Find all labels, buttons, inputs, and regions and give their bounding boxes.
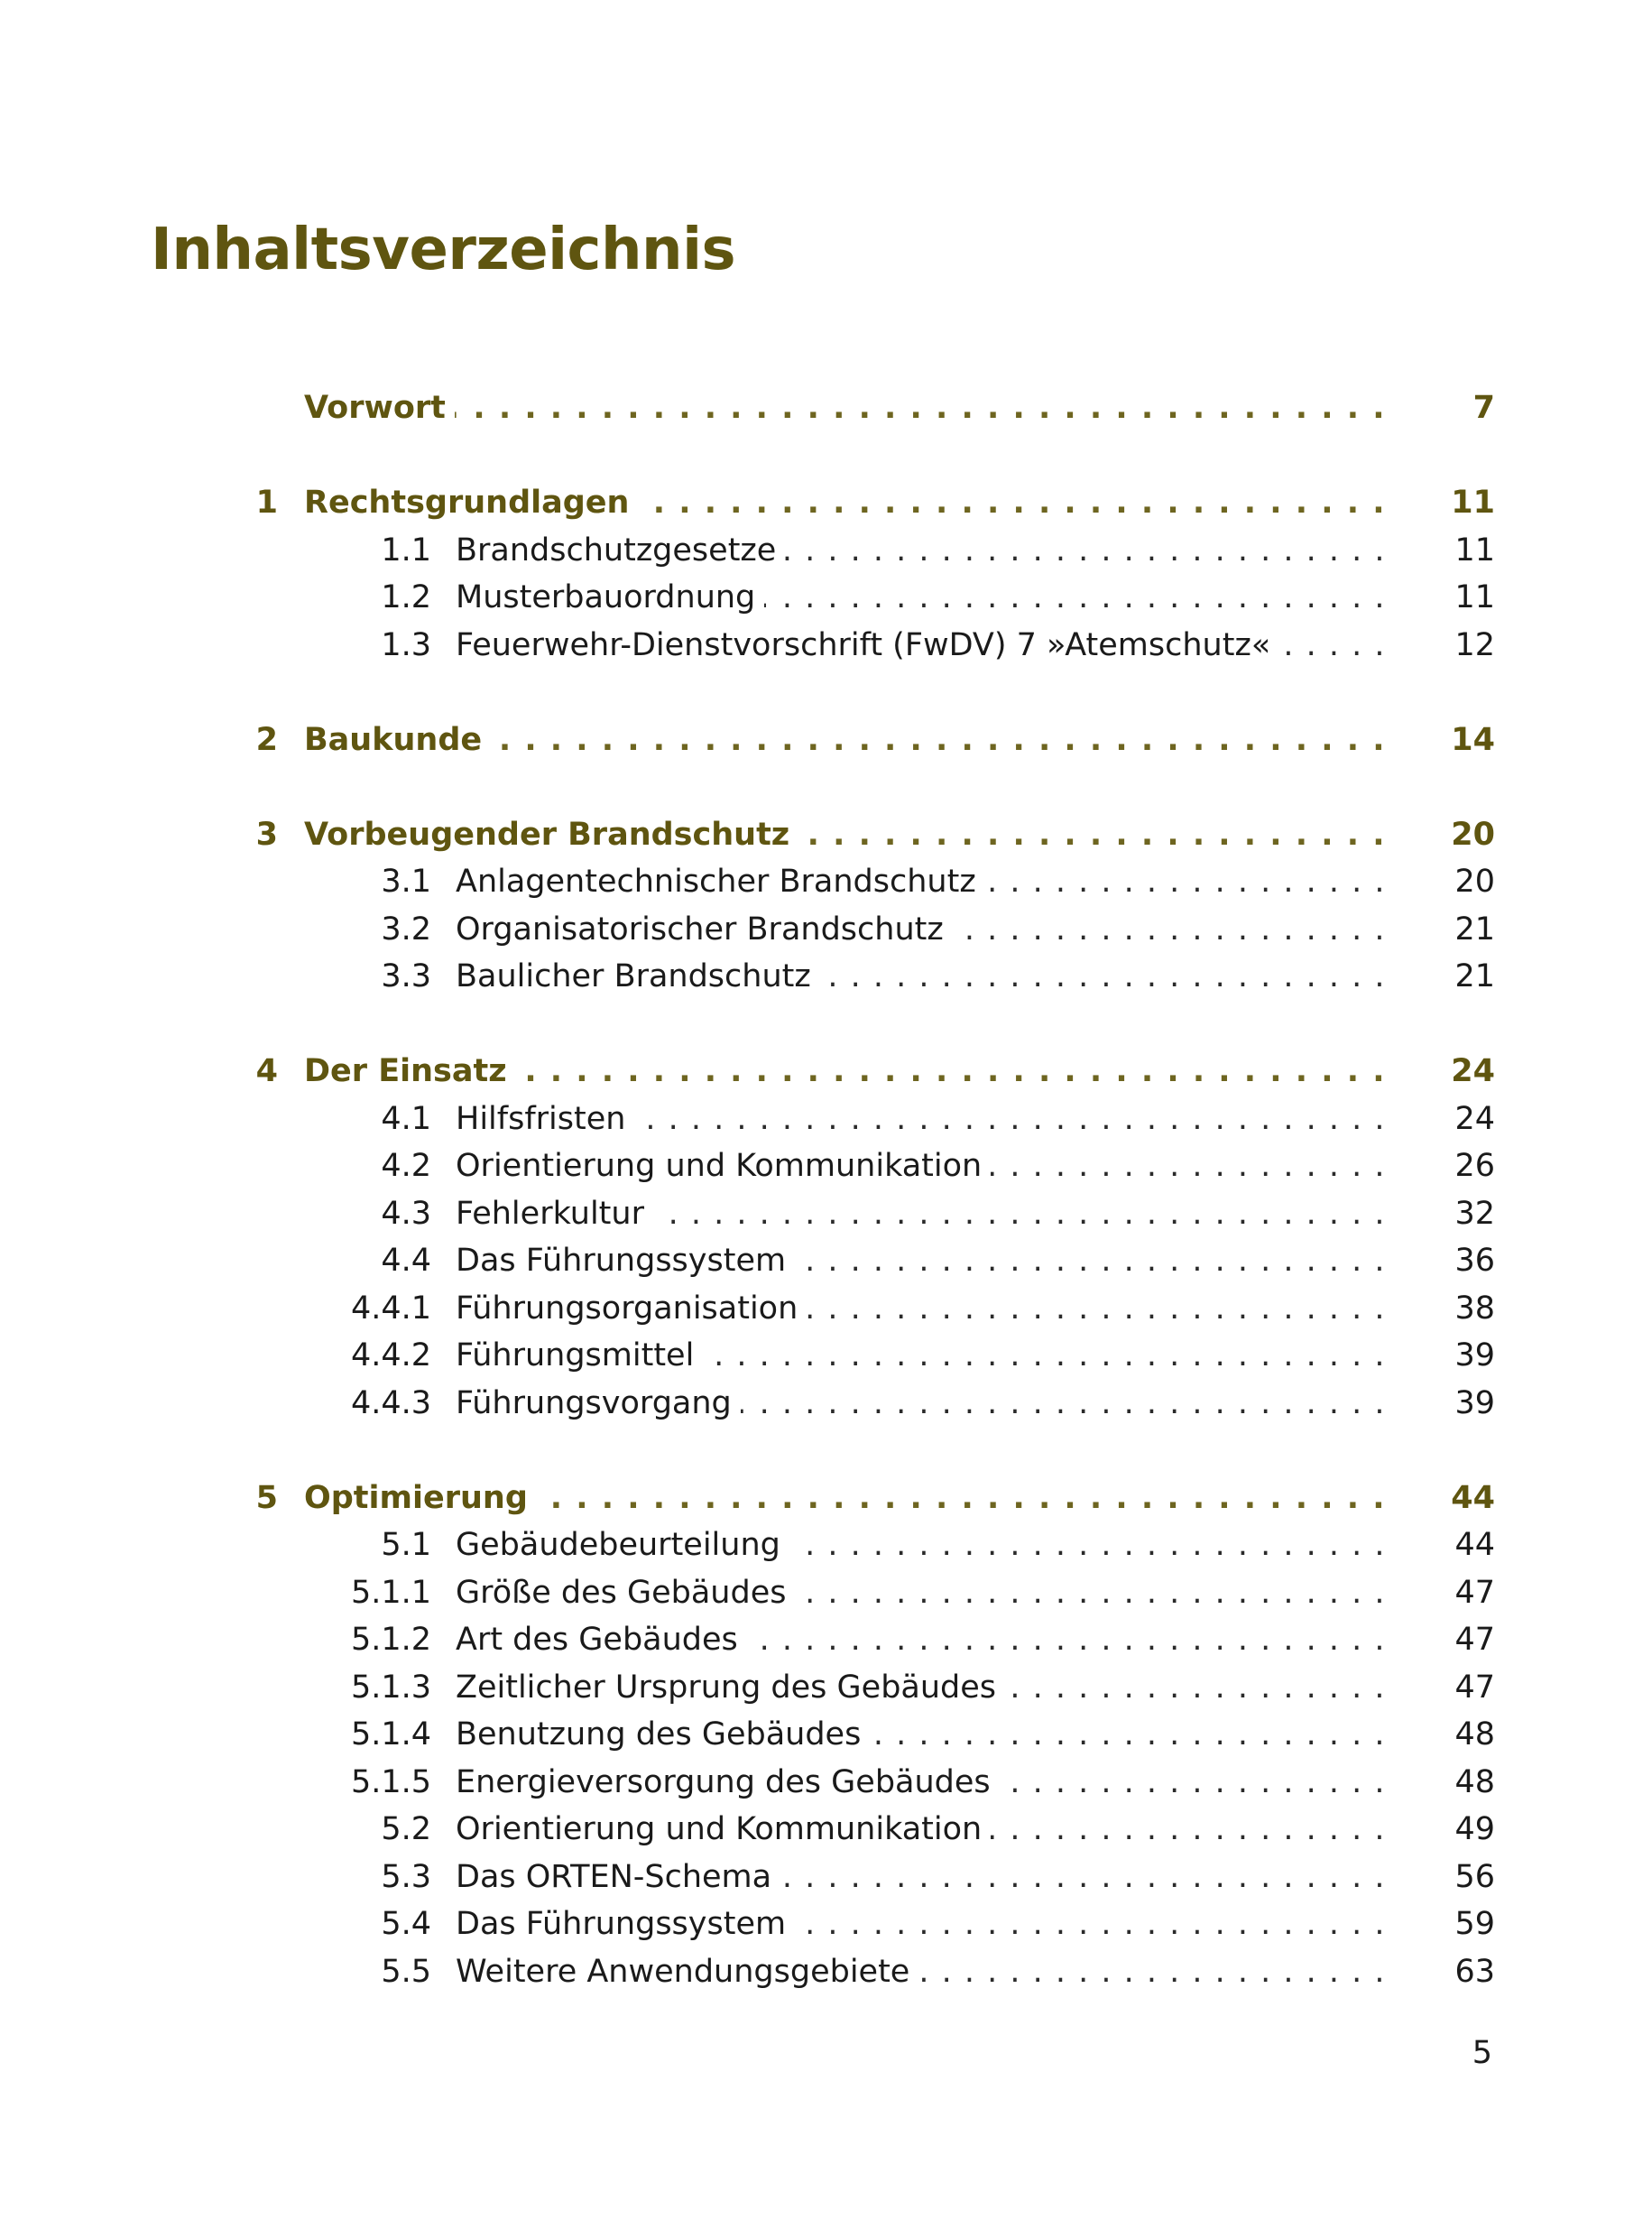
toc-section-entry[interactable] [0,1948,1652,1995]
toc-entry-number: 1.2 [381,579,431,615]
toc-entry-page: 26 [1454,1148,1495,1184]
toc-entry-page: 44 [1454,1527,1495,1563]
toc-entry-number: 5.2 [381,1811,431,1847]
toc-entry-page: 38 [1454,1290,1495,1327]
toc-entry-page: 48 [1454,1716,1495,1752]
toc-entry-number: 2 [255,721,278,758]
toc-entry-number: 4.4.3 [350,1384,431,1421]
toc-entry-label: Vorwort [304,390,446,426]
page-number: 5 [1472,2035,1492,2071]
dot-leader [795,1900,1386,1947]
toc-entry-page: 11 [1454,579,1495,615]
dot-leader [634,1096,1386,1142]
toc-entry-number: 4.1 [381,1100,431,1137]
toc-chapter-entry[interactable] [0,1048,1652,1095]
toc-entry-label: Orientierung und Kommunikation [456,1811,983,1847]
toc-entry-page: 56 [1454,1858,1495,1895]
toc-entry-page: 11 [1451,485,1495,521]
dot-leader [789,1521,1386,1568]
toc-entry-label: Gebäudebeurteilung [456,1527,780,1563]
toc-entry-label: Das Führungssystem [456,1243,787,1279]
dot-leader [703,1332,1386,1379]
dot-leader [653,1190,1386,1237]
toc-chapter-entry[interactable] [0,811,1652,858]
dot-leader [537,1475,1386,1521]
toc-entry-label: Rechtsgrundlagen [304,485,630,521]
toc-entry-page: 11 [1454,532,1495,569]
toc-entry-number: 4.4.1 [350,1290,431,1327]
toc-section-entry[interactable] [0,1332,1652,1379]
toc-section-entry[interactable] [0,906,1652,953]
toc-foreword-entry[interactable] [0,384,1652,431]
toc-section-entry[interactable] [0,1854,1652,1900]
toc-entry-label: Organisatorischer Brandschutz [456,911,944,948]
toc-entry-label: Fehlerkultur [456,1195,644,1232]
dot-leader [747,1616,1386,1663]
toc-entry-number: 5.1.4 [350,1716,431,1752]
toc-entry-label: Baukunde [304,721,483,758]
toc-entry-label: Anlagentechnischer Brandschutz [456,864,976,900]
toc-entry-label: Führungsvorgang [456,1384,732,1421]
toc-entry-number: 4.3 [381,1195,431,1232]
dot-leader [798,811,1386,858]
toc-entry-number: 5.3 [381,1858,431,1895]
toc-entry-page: 36 [1454,1243,1495,1279]
toc-entry-number: 5.1.5 [350,1763,431,1800]
toc-section-entry[interactable] [0,1616,1652,1663]
toc-entry-page: 47 [1454,1574,1495,1611]
dot-leader [1000,1759,1386,1806]
toc-entry-label: Das ORTEN-Schema [456,1858,772,1895]
dot-leader [764,574,1386,621]
toc-entry-label: Der Einsatz [304,1053,507,1089]
toc-entry-number: 5 [255,1479,278,1516]
toc-entry-page: 59 [1454,1906,1495,1942]
dot-leader [985,858,1386,905]
toc-entry-number: 4 [255,1053,278,1089]
toc-entry-number: 4.2 [381,1148,431,1184]
toc-entry-page: 44 [1451,1479,1495,1516]
toc-entry-number: 5.1 [381,1527,431,1563]
dot-leader [455,384,1386,431]
toc-section-entry[interactable] [0,527,1652,574]
toc-entry-page: 49 [1454,1811,1495,1847]
dot-leader [991,1142,1386,1189]
toc-entry-number: 1.3 [381,626,431,663]
toc-entry-number: 3 [255,816,278,853]
toc-entry-label: Musterbauordnung [456,579,756,615]
toc-entry-label: Baulicher Brandschutz [456,958,811,994]
toc-entry-number: 3.3 [381,958,431,994]
toc-section-entry[interactable] [0,858,1652,905]
toc-entry-label: Orientierung und Kommunikation [456,1148,983,1184]
toc-section-entry[interactable] [0,1380,1652,1427]
toc-entry-number: 3.1 [381,864,431,900]
toc-entry-label: Führungsorganisation [456,1290,798,1327]
dot-leader [1005,1664,1386,1711]
toc-entry-label: Weitere Anwendungsgebiete [456,1953,910,1990]
toc-entry-label: Brandschutzgesetze [456,532,777,569]
toc-entry-label: Hilfsfristen [456,1100,626,1137]
toc-entry-number: 4.4.2 [350,1337,431,1373]
dot-leader [516,1048,1386,1095]
dot-leader [918,1948,1386,1995]
toc-entry-page: 24 [1451,1053,1495,1089]
dot-leader [795,1569,1386,1616]
toc-section-entry[interactable] [0,1900,1652,1947]
dot-leader [638,479,1386,526]
toc-section-entry[interactable] [0,1285,1652,1332]
toc-section-entry[interactable] [0,1190,1652,1237]
dot-leader [741,1380,1386,1427]
dot-leader [780,1854,1386,1900]
dot-leader [991,1806,1386,1853]
toc-entry-page: 47 [1454,1622,1495,1658]
dot-leader [953,906,1386,953]
toc-entry-page: 21 [1454,958,1495,994]
toc-entry-page: 14 [1451,721,1495,758]
toc-entry-number: 5.4 [381,1906,431,1942]
toc-entry-number: 5.1.1 [350,1574,431,1611]
toc-chapter-entry[interactable] [0,479,1652,526]
toc-entry-label: Führungsmittel [456,1337,695,1373]
dot-leader [795,1237,1386,1284]
toc-section-entry[interactable] [0,953,1652,1000]
toc-entry-page: 12 [1454,626,1495,663]
toc-entry-label: Das Führungssystem [456,1906,787,1942]
toc-entry-number: 5.1.2 [350,1622,431,1658]
toc-entry-page: 39 [1454,1384,1495,1421]
toc-chapter-entry[interactable] [0,717,1652,763]
toc-section-entry[interactable] [0,1237,1652,1284]
toc-entry-label: Energieversorgung des Gebäudes [456,1763,991,1800]
toc-entry-page: 21 [1454,911,1495,948]
toc-section-entry[interactable] [0,1142,1652,1189]
toc-entry-page: 63 [1454,1953,1495,1990]
toc-entry-label: Art des Gebäudes [456,1622,738,1658]
toc-section-entry[interactable] [0,1664,1652,1711]
toc-entry-number: 4.4 [381,1243,431,1279]
toc-section-entry[interactable] [0,1806,1652,1853]
toc-entry-number: 1 [255,485,278,521]
toc-chapter-entry[interactable] [0,1475,1652,1521]
toc-entry-number: 3.2 [381,911,431,948]
toc-section-entry[interactable] [0,1569,1652,1616]
toc-section-entry[interactable] [0,1521,1652,1568]
toc-entry-number: 5.5 [381,1953,431,1990]
dot-leader [785,527,1386,574]
toc-entry-label: Optimierung [304,1479,528,1516]
toc-entry-label: Benutzung des Gebäudes [456,1716,862,1752]
toc-entry-label: Vorbeugender Brandschutz [304,816,790,853]
dot-leader [820,953,1386,1000]
toc-entry-page: 47 [1454,1669,1495,1706]
toc-entry-label: Größe des Gebäudes [456,1574,787,1611]
toc-entry-number: 5.1.3 [350,1669,431,1706]
dot-leader [1279,622,1386,669]
toc-entry-page: 20 [1451,816,1495,853]
dot-leader [807,1285,1386,1332]
toc-entry-page: 20 [1454,864,1495,900]
toc-entry-page: 24 [1454,1100,1495,1137]
page-title: Inhaltsverzeichnis [151,217,736,283]
toc-entry-page: 7 [1472,390,1495,426]
toc-entry-number: 1.1 [381,532,431,569]
dot-leader [491,717,1386,763]
toc-section-entry[interactable] [0,574,1652,621]
dot-leader [870,1711,1386,1758]
toc-section-entry[interactable] [0,1759,1652,1806]
toc-section-entry[interactable] [0,1711,1652,1758]
toc-entry-page: 48 [1454,1763,1495,1800]
toc-entry-page: 39 [1454,1337,1495,1373]
toc-entry-label: Zeitlicher Ursprung des Gebäudes [456,1669,997,1706]
toc-section-entry[interactable] [0,622,1652,669]
toc-entry-page: 32 [1454,1195,1495,1232]
toc-section-entry[interactable] [0,1096,1652,1142]
toc-entry-label: Feuerwehr-Dienstvorschrift (FwDV) 7 »Atemschutz« [456,626,1271,663]
